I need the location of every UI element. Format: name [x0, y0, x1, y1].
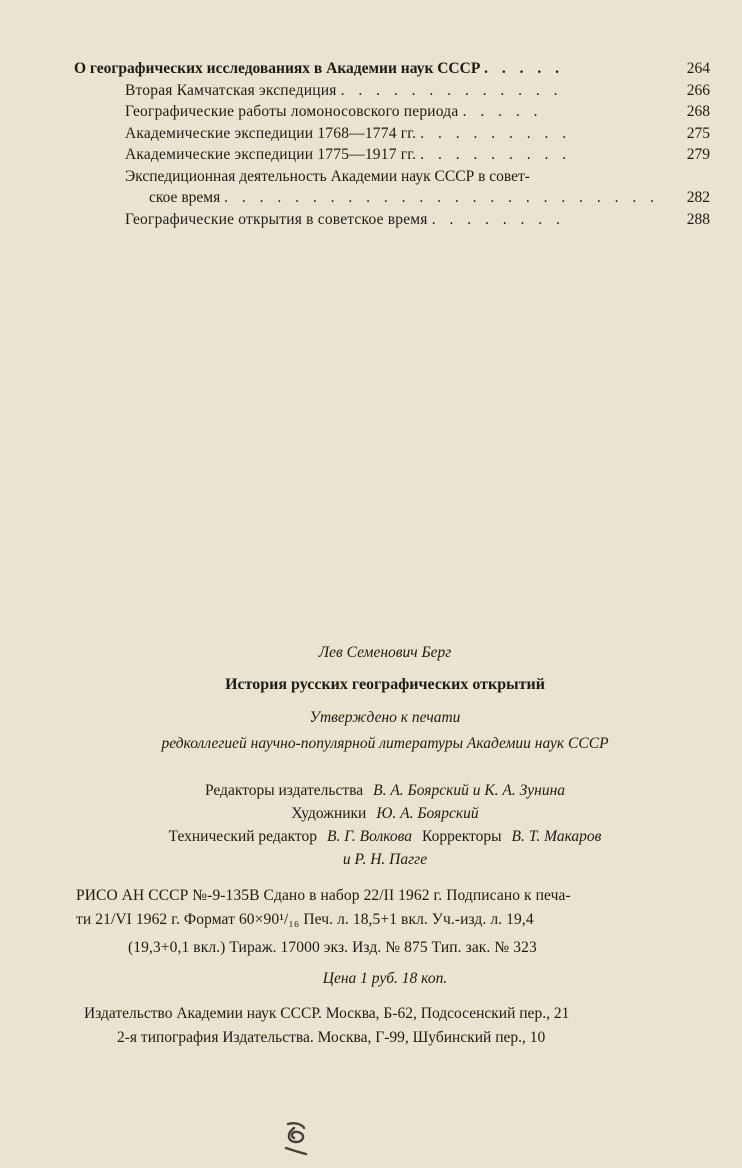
toc-entry [125, 209, 674, 231]
toc-leader-dots: . . . . . . . . . [420, 124, 572, 142]
toc-item-title: Академические экспедиции 1775—1917 гг. [125, 146, 417, 163]
publisher-info [84, 1002, 710, 1050]
toc-row [74, 166, 710, 188]
toc-item-title: Географические открытия в советское время [125, 210, 428, 228]
toc-leader-dots: . . . . . . . . [431, 210, 565, 228]
toc-heading-row [74, 58, 710, 80]
editors-label: Редакторы издательства [204, 782, 364, 799]
toc-leader-dots: . . . . . . . . . [420, 146, 572, 163]
tech-editor-name: В. Г. Волкова [327, 828, 412, 845]
toc-row [74, 209, 710, 231]
tech-editor-line [60, 825, 710, 848]
publisher-line2: 2-я типография Издательства. Москва, Г-99, Шубинский пер., 10 [117, 1029, 546, 1046]
toc-page-number: 279 [686, 146, 710, 163]
toc-item-title: Академические экспедиции 1768—1774 гг. [125, 124, 417, 142]
toc-entry [125, 80, 674, 102]
editors-line [60, 779, 710, 802]
toc-row [74, 187, 710, 209]
toc-page-number: 268 [686, 103, 710, 120]
toc-entry [149, 187, 674, 209]
pub-data-line3: (19,3+0,1 вкл.) Тираж. 17000 экз. Изд. № 875 Тип. зак. № 323 [128, 939, 537, 956]
proofreaders-names-cont: и Р. Н. Пагге [342, 851, 428, 868]
toc-row [74, 144, 710, 166]
toc-page-number: 275 [686, 124, 710, 142]
proofreaders-names: В. Т. Макаров [511, 828, 602, 845]
publisher-line1: Издательство Академии наук СССР. Москва, Б-62, Подсосенский пер., 21 [84, 1005, 570, 1022]
toc-heading-entry [74, 58, 674, 80]
editors-names: В. А. Боярский и К. А. Зунина [373, 782, 566, 799]
toc-entry [125, 144, 674, 166]
credits [60, 779, 710, 871]
tech-editor-label: Технический редактор [168, 828, 317, 845]
toc-row [74, 101, 710, 123]
artists-label: Художники [291, 805, 367, 822]
toc-heading-title: О географических исследованиях в Академии наук СССР [74, 60, 481, 77]
artists-names: Ю. А. Боярский [376, 805, 479, 822]
pub-data-line1: РИСО АН СССР №-9-135В Сдано в набор 22/II 1962 г. Подписано к печа- [76, 887, 571, 904]
toc-item-title-line2: ское время [149, 189, 221, 206]
approval-line: Утверждено к печати [309, 709, 461, 726]
toc-page-number: 264 [686, 60, 710, 77]
publication-data [76, 884, 712, 960]
toc-leader-dots: . . . . . . . . . . . . . . . . . . . . . . . . . [224, 189, 659, 206]
toc-item-title: Географические работы ломоносовского периода [125, 103, 459, 120]
price: Цена 1 руб. 18 коп. [322, 970, 448, 987]
toc-leader-dots: . . . . . [462, 103, 543, 120]
toc-leader-dots: . . . . . . . . . . . . . [340, 81, 563, 99]
pub-data-line2: ти 21/VI 1962 г. Формат 60×90¹/₁₆ Печ. л. 18,5+1 вкл. Уч.-изд. л. 19,4 [76, 911, 534, 928]
toc-page-number: 288 [686, 210, 710, 228]
toc-page-number: 282 [686, 189, 710, 206]
toc-row [74, 123, 710, 145]
artists-line [60, 802, 710, 825]
proofreaders-label: Корректоры [422, 828, 502, 845]
toc-row [74, 80, 710, 102]
toc-page-number: 266 [686, 81, 710, 99]
author-name: Лев Семенович Берг [318, 644, 452, 661]
toc-entry [125, 123, 674, 145]
toc-leader-dots: . . . . . [484, 60, 565, 77]
book-title: История русских географических открытий [225, 676, 545, 693]
toc-entry [125, 101, 674, 123]
toc-item-title: Вторая Камчатская экспедиция [125, 81, 337, 99]
table-of-contents [74, 58, 710, 230]
toc-item-title-line1: Экспедиционная деятельность Академии наук СССР в совет- [125, 167, 530, 185]
approval-committee: редколлегией научно-популярной литературы Академии наук СССР [161, 735, 609, 752]
handwritten-mark-icon [280, 1120, 312, 1156]
